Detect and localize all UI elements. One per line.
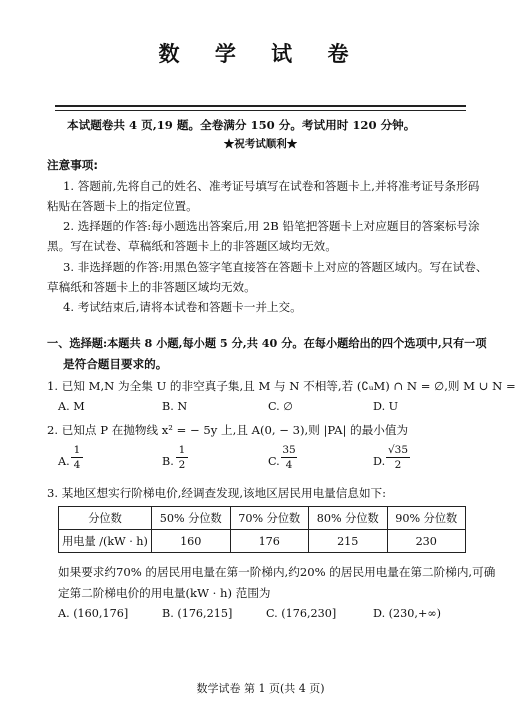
q3-option-d: D. (230,+∞): [373, 607, 442, 620]
question-2-stem: 2. 已知点 P 在抛物线 x² = − 5y 上,且 A(0, − 3),则 |PA| 的最小值为: [47, 423, 409, 437]
table-header: 50% 分位数: [152, 507, 231, 530]
q3-option-a: A. (160,176]: [58, 607, 129, 620]
table-cell: 176: [230, 530, 309, 553]
table-header: 分位数: [59, 507, 152, 530]
notice-line: 2. 选择题的作答:每小题选出答案后,用 2B 铅笔把答题卡上对应题目的答案标号涂: [63, 219, 480, 233]
q2-option-d-fraction: [386, 444, 410, 471]
section-heading: 一、选择题:本题共 8 小题,每小题 5 分,共 40 分。在每小题给出的四个选项中,只有一项: [47, 336, 487, 350]
notice-heading: 注意事项:: [47, 158, 99, 172]
numerator: 1: [178, 444, 186, 456]
question-3-stem: 3. 某地区想实行阶梯电价,经调查发现,该地区居民用电量信息如下:: [47, 486, 387, 500]
fraction-bar: [386, 457, 410, 458]
denominator: 2: [178, 459, 186, 471]
page-footer: 数学试卷 第 1 页(共 4 页): [196, 682, 325, 695]
fraction-bar: [71, 457, 83, 458]
denominator: 4: [73, 459, 81, 471]
numerator: 1: [73, 444, 81, 456]
electricity-usage-table: [58, 506, 466, 553]
table-row: [59, 530, 466, 553]
question-1-stem: 1. 已知 M,N 为全集 U 的非空真子集,且 M 与 N 不相等,若 (∁ᵤM) ∩ N = ∅,则 M ∪ N =: [47, 379, 516, 393]
q3-option-b: B. (176,215]: [162, 607, 233, 620]
notice-line: 粘贴在答题卡上的指定位置。: [47, 199, 198, 213]
good-luck: ★祝考试顺利★: [223, 138, 298, 150]
notice-line: 1. 答题前,先将自己的姓名、准考证号填写在试卷和答题卡上,并将准考证号条形码: [63, 179, 480, 193]
table-cell: 用电量 /(kW · h): [59, 530, 152, 553]
fraction-bar: [176, 457, 188, 458]
table-header: 80% 分位数: [309, 507, 388, 530]
question-3-text-cont: 定第二阶梯电价的用电量(kW · h) 范围为: [58, 586, 271, 600]
question-3-text: 如果要求约70% 的居民用电量在第一阶梯内,约20% 的居民用电量在第二阶梯内,可确: [58, 565, 496, 579]
numerator: √35: [387, 444, 409, 456]
q1-option-d: D. U: [373, 400, 399, 413]
denominator: 4: [285, 459, 293, 471]
q2-option-c-fraction: [281, 444, 297, 471]
q2-option-a-label: A.: [58, 455, 70, 468]
q2-option-a-fraction: [71, 444, 83, 471]
page-title: 数 学 试 卷: [158, 41, 363, 66]
q2-option-c-label: C.: [268, 455, 280, 468]
q2-option-b-label: B.: [162, 455, 174, 468]
q2-option-d-label: D.: [373, 455, 386, 468]
table-cell: 230: [387, 530, 466, 553]
header-rule-thin: [55, 110, 466, 111]
notice-line: 4. 考试结束后,请将本试卷和答题卡一并上交。: [63, 300, 302, 314]
denominator: 2: [394, 459, 402, 471]
table-header: 90% 分位数: [387, 507, 466, 530]
table-header: 70% 分位数: [230, 507, 309, 530]
notice-line: 黑。写在试卷、草稿纸和答题卡上的非答题区域均无效。: [47, 239, 337, 253]
fraction-bar: [281, 457, 297, 458]
exam-info: 本试题卷共 4 页,19 题。全卷满分 150 分。考试用时 120 分钟。: [67, 118, 416, 132]
table-header-row: [59, 507, 466, 530]
table-cell: 215: [309, 530, 388, 553]
section-heading-cont: 是符合题目要求的。: [63, 357, 168, 371]
notice-line: 草稿纸和答题卡上的非答题区域均无效。: [47, 280, 256, 294]
q1-option-a: A. M: [58, 400, 85, 413]
notice-line: 3. 非选择题的作答:用黑色签字笔直接答在答题卡上对应的答题区域内。写在试卷、: [63, 260, 488, 274]
q3-option-c: C. (176,230]: [266, 607, 337, 620]
table-cell: 160: [152, 530, 231, 553]
header-rule-thick: [55, 105, 466, 107]
q1-option-c: C. ∅: [268, 400, 294, 413]
q1-option-b: B. N: [162, 400, 188, 413]
q2-option-b-fraction: [176, 444, 188, 471]
numerator: 35: [282, 444, 296, 456]
